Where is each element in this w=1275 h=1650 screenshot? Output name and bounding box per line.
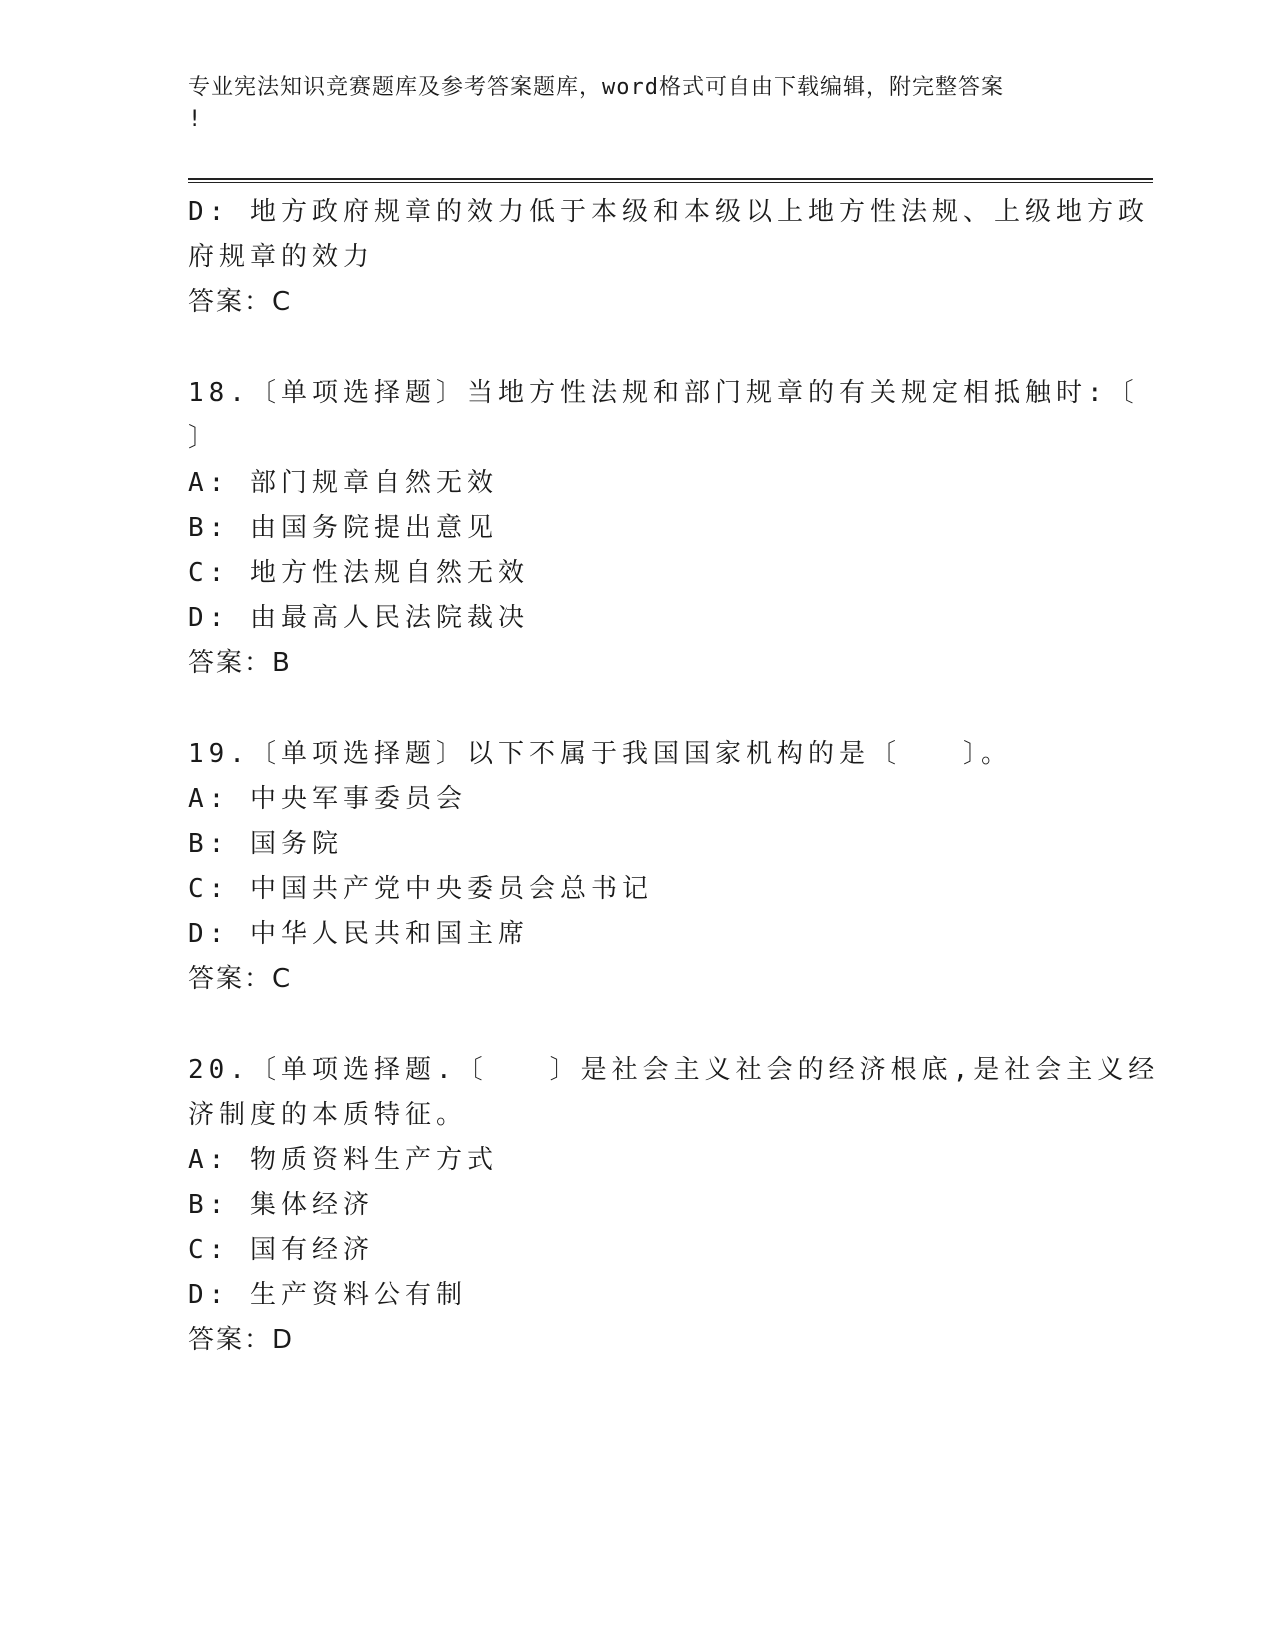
question-stem: 19.〔单项选择题〕以下不属于我国国家机构的是〔 〕。 [188, 739, 1012, 769]
question-stem: 18.〔单项选择题〕当地方性法规和部门规章的有关规定相抵触时:〔 [188, 378, 1139, 408]
answer-label: 答案：B [188, 648, 292, 678]
question-20 [188, 1048, 1160, 1363]
option-a: A: 部门规章自然无效 [188, 468, 498, 498]
answer-label: 答案：C [188, 287, 293, 317]
question-19 [188, 732, 1088, 1002]
answer-label: 答案：C [188, 964, 293, 994]
option-d-continued: 府规章的效力 [188, 242, 375, 272]
option-d: D: 中华人民共和国主席 [188, 919, 529, 949]
option-d: D: 地方政府规章的效力低于本级和本级以上地方性法规、上级地方政 [188, 197, 1149, 227]
header-divider-thin [188, 182, 1153, 183]
option-c: C: 国有经济 [188, 1235, 374, 1265]
option-c: C: 中国共产党中央委员会总书记 [188, 874, 653, 904]
question-stem-continued: 济制度的本质特征。 [188, 1100, 468, 1130]
option-b: B: 由国务院提出意见 [188, 513, 498, 543]
header-line-2: ! [188, 107, 203, 132]
question-stem: 20.〔单项选择题.〔 〕是社会主义社会的经济根底,是社会主义经 [188, 1055, 1160, 1085]
option-d: D: 生产资料公有制 [188, 1280, 467, 1310]
option-a: A: 物质资料生产方式 [188, 1145, 498, 1175]
option-b: B: 集体经济 [188, 1190, 374, 1220]
header-divider-thick [188, 178, 1153, 180]
option-a: A: 中央军事委员会 [188, 784, 467, 814]
question-list [188, 190, 1160, 1363]
answer-label: 答案：D [188, 1325, 295, 1355]
question-18 [188, 371, 1139, 686]
header-line-1: 专业宪法知识竞赛题库及参考答案题库，word格式可自由下载编辑，附完整答案 [188, 75, 1004, 100]
document-header [188, 72, 1068, 136]
option-d: D: 由最高人民法院裁决 [188, 603, 529, 633]
question-stem-continued: 〕 [188, 423, 220, 453]
option-c: C: 地方性法规自然无效 [188, 558, 529, 588]
option-b: B: 国务院 [188, 829, 343, 859]
question-17-tail [188, 190, 1149, 325]
